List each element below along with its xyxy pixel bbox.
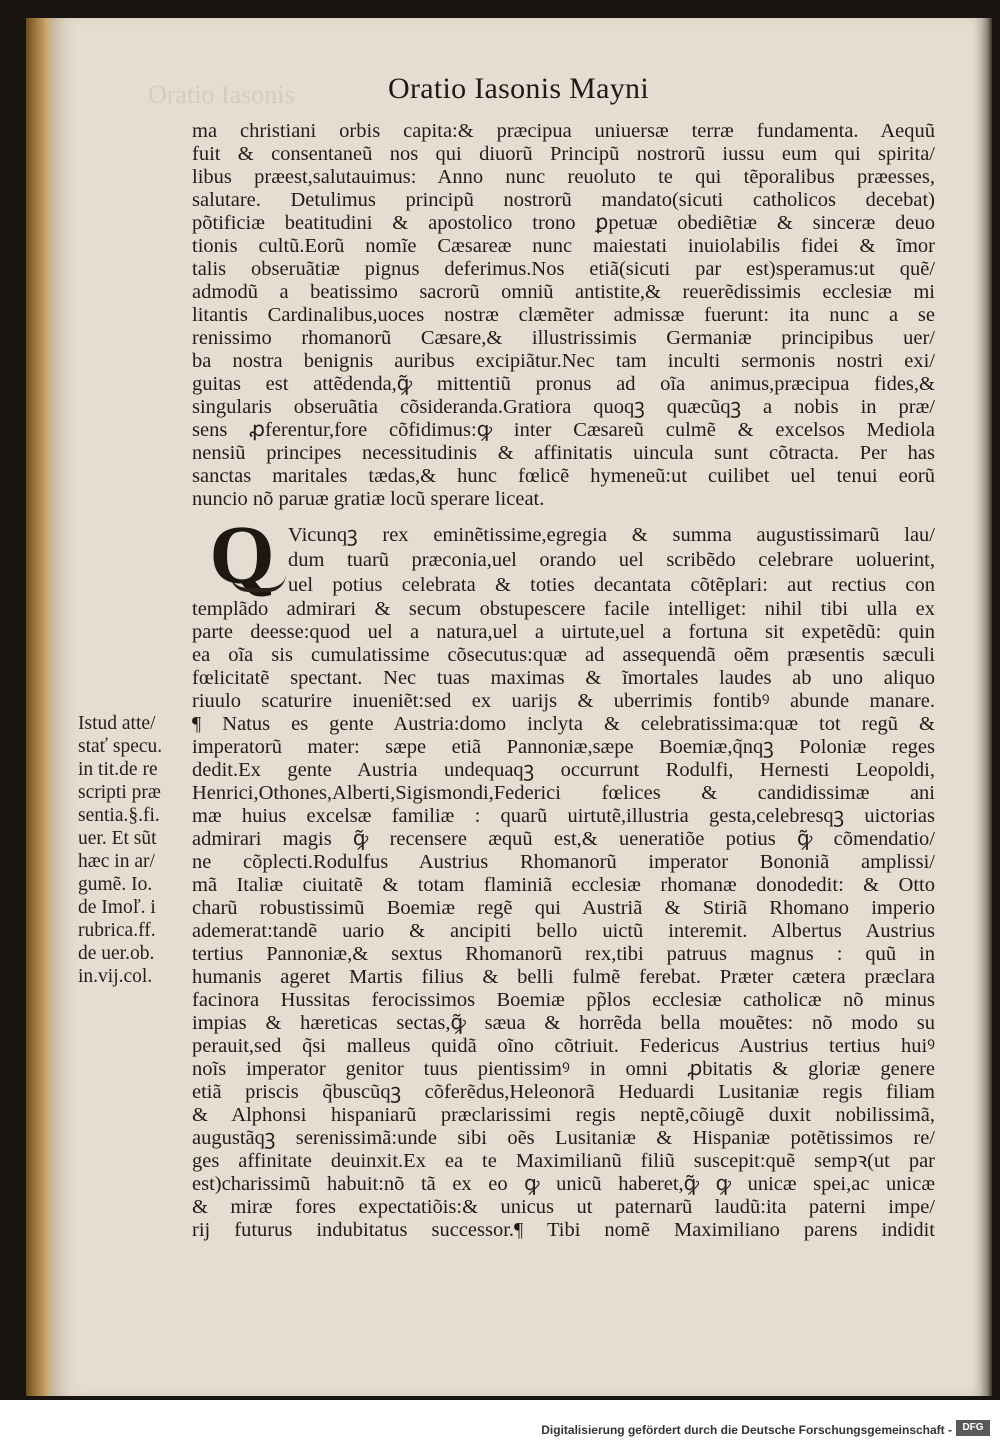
body-line: sanctas maritales tædas,& hunc fœlicẽ hymeneũ:ut cuilibet uel tenui eorũ [192, 465, 935, 487]
funding-credit: Digitalisierung gefördert durch die Deutsche Forschungsgemeinschaft - [541, 1423, 952, 1437]
body-line: põtificiæ beatitudini & apostolico trono ꝑpetuæ obediẽtiæ & sinceræ deuo [192, 212, 935, 234]
body-line: tertius Pannoniæ,& sextus Rhomanorũ rex,tibi patruus magnus : quũ in [192, 943, 935, 965]
margin-note-line: de uer.ob. [78, 943, 155, 964]
body-line: sens ꝓferentur,fore cõfidimus:ꝙ inter Cæsareũ culmẽ & excelsos Mediola [192, 419, 935, 441]
body-line: dum tuarũ præconia,uel orando uel scribẽdo celebrare uoluerint, [288, 549, 935, 571]
body-line: ba nostra benignis auribus excipiãtur.Nec tam inculti sermonis nostri exi/ [192, 350, 935, 372]
body-line: noĩs imperator genitor tuus pientissimꝰ in omni ꝓbitatis & gloriæ genere [192, 1058, 935, 1080]
body-line: talis obseruãtiæ pignus deferimus.Nos etiã(sicuti par est)speramus:ut quẽ/ [192, 258, 935, 280]
body-line: guitas est attẽdenda,ꝙ̃ mittentiũ pronus ad oĩa animus,præcipua fides,& [192, 373, 935, 395]
body-line: facinora Hussitas ferocissimos Boemiæ pp̃los ecclesiæ catholicæ nõ minus [192, 989, 935, 1011]
body-line: ea oĩa sis cumulatissime cõsecutus:quæ ad assequendã oẽm præsentis sæculi [192, 644, 935, 666]
body-line: rij futurus indubitatus successor.¶ Tibi nomẽ Maximiliano parens indidit [192, 1219, 935, 1241]
margin-note-line: sentia.§.fi. [78, 805, 160, 826]
body-line: litantis Cardinalibus,uoces nostræ clæmẽter admissæ fuerunt: ita nunc a se [192, 304, 935, 326]
body-line: libus præest,salutauimus: Anno nunc reuoluto te qui tẽporalibus præesses, [192, 166, 935, 188]
body-line: tionis cultũ.Eorũ nomĩe Cæsareæ nunc maiestati inuiolabilis fidei & ĩmor [192, 235, 935, 257]
page-right-edge [980, 18, 992, 1396]
body-line: augustãqꝫ serenissimã:unde sibi oẽs Lusitaniæ & Hispaniæ potẽtissimos re/ [192, 1127, 935, 1149]
show-through-header: Oratio Iasonis [148, 80, 295, 109]
margin-note-line: gumẽ. Io. [78, 874, 153, 895]
body-line: fuit & consentaneũ nos qui diuorũ Principũ nostrorũ iussu eum qui spirita/ [192, 143, 935, 165]
margin-note-line: uer. Et sũt [78, 828, 157, 849]
body-line: Henrici,Othones,Alberti,Sigismondi,Federici fœlices & candidissimæ ani [192, 782, 935, 804]
margin-note-line: in.vij.col. [78, 966, 153, 987]
body-line: & Alphonsi hispaniarũ præclarissimi regis neptẽ,cõiugẽ duxit nobilissimã, [192, 1104, 935, 1126]
body-line: parte deesse:quod uel a natura,uel a uirtute,uel a fortuna sit expetẽdũ: quin [192, 621, 935, 643]
running-head: Oratio Iasonis Mayni [388, 72, 649, 105]
body-line: impias & hæreticas sectas,ꝙ̃ sæua & horrẽda bella mouẽtes: nõ modo su [192, 1012, 935, 1034]
margin-note-line: hæc in ar/ [78, 851, 155, 872]
body-line: & miræ fores expectatiõis:& unicus ut paternarũ laudũ:ita paterni impe/ [192, 1196, 935, 1218]
body-line: singularis obseruãtia cõsideranda.Gratiora quoqꝫ quæcũqꝫ a nobis in præ/ [192, 396, 935, 418]
body-line: perauit,sed q̃si malleus quidã oĩno cõtriuit. Federicus Austrius tertius huiꝰ [192, 1035, 935, 1057]
body-line: ademerat:tandẽ uario & ancipiti bello uictũ interemit. Albertus Austrius [192, 920, 935, 942]
body-line: nensiũ principes necessitudinis & affinitatis uincula sunt cõtracta. Per has [192, 442, 935, 464]
body-line: uel potius celebrata & toties decantata cõtẽplari: aut rectius con [288, 574, 935, 596]
body-line: riuulo scaturire inueniẽt:sed ex uarijs & uberrimis fontibꝰ abunde manare. [192, 690, 935, 712]
drop-cap-initial: Q [209, 509, 275, 602]
dfg-logo: DFG [956, 1420, 990, 1436]
body-line: est)charissimũ habuit:nõ tã ex eo ꝙ unicũ haberet,ꝙ̃ ꝙ unicæ spei,ac unicæ [192, 1173, 935, 1195]
body-line: nuncio nõ paruæ gratiæ locũ sperare liceat. [192, 488, 545, 510]
body-line: templãdo admirari & secum obstupescere facile intelliget: nihil tibi ulla ex [192, 598, 935, 620]
body-line: admirari magis ꝙ̃ recensere æquũ est,& ueneratiõe potius ꝙ̃ cõmendatio/ [192, 828, 935, 850]
body-line: imperatorũ mater: sæpe etiã Pannoniæ,sæpe Boemiæ,q̃nqꝫ Poloniæ reges [192, 736, 935, 758]
margin-note-line: scripti præ [78, 782, 161, 803]
body-line: renissimo rhomanorũ Cæsare,& illustrissimis Germaniæ principibus uer/ [192, 327, 935, 349]
body-line: Vicunqꝫ rex eminẽtissime,egregia & summa augustissimarũ lau/ [288, 524, 935, 546]
body-line: mã Italiæ ciuitatẽ & totam flaminiã ecclesiæ rhomanæ donodedit: & Otto [192, 874, 935, 896]
body-line: etiã priscis q̃buscũqꝫ cõferẽdus,Heleonorã Heduardi Lusitaniæ regis filiam [192, 1081, 935, 1103]
body-line: admodũ a beatissimo sacrorũ omniũ antistite,& reuerẽdissimis ecclesiæ mi [192, 281, 935, 303]
margin-note-line: stať specu. [78, 736, 163, 757]
body-line: fœlicitatẽ spectant. Nec tuas maximas & ĩmortales laudes ab uno aliquo [192, 667, 935, 689]
body-line: humanis ageret Martis filius & belli fulmẽ ferebat. Præter cætera præclara [192, 966, 935, 988]
body-line: mæ huius excelsæ familiæ : quarũ uirtutẽ,illustria gesta,celebresqꝫ uictorias [192, 805, 935, 827]
body-line: dedit.Ex gente Austria undequaqꝫ occurrunt Rodulfi, Hernesti Leopoldi, [192, 759, 935, 781]
body-line: ne cõplecti.Rodulfus Austrius Rhomanorũ imperator Bononiã amplissi/ [192, 851, 935, 873]
margin-note-line: rubrica.ff. [78, 920, 156, 941]
body-line: charũ robustissimũ Boemiæ regẽ qui Austriã & Stiriã Rhomano imperio [192, 897, 935, 919]
margin-note-line: in tit.de re [78, 759, 158, 780]
body-line: ¶ Natus es gente Austria:domo inclyta & celebratissima:quæ tot regũ & [192, 713, 935, 735]
margin-note-line: Istud atte/ [78, 713, 156, 734]
body-line: salutare. Detulimus principũ nostrorũ mandato(sicuti catholicos decebat) [192, 189, 935, 211]
body-line: ma christiani orbis capita:& præcipua uniuersæ terræ fundamenta. Aequũ [192, 120, 935, 142]
body-line: ges affinitate deuinxit.Ex ea te Maximilianũ filiũ suscepit:quẽ sempꝛ(ut par [192, 1150, 935, 1172]
margin-note-line: de Imoľ. i [78, 897, 156, 918]
